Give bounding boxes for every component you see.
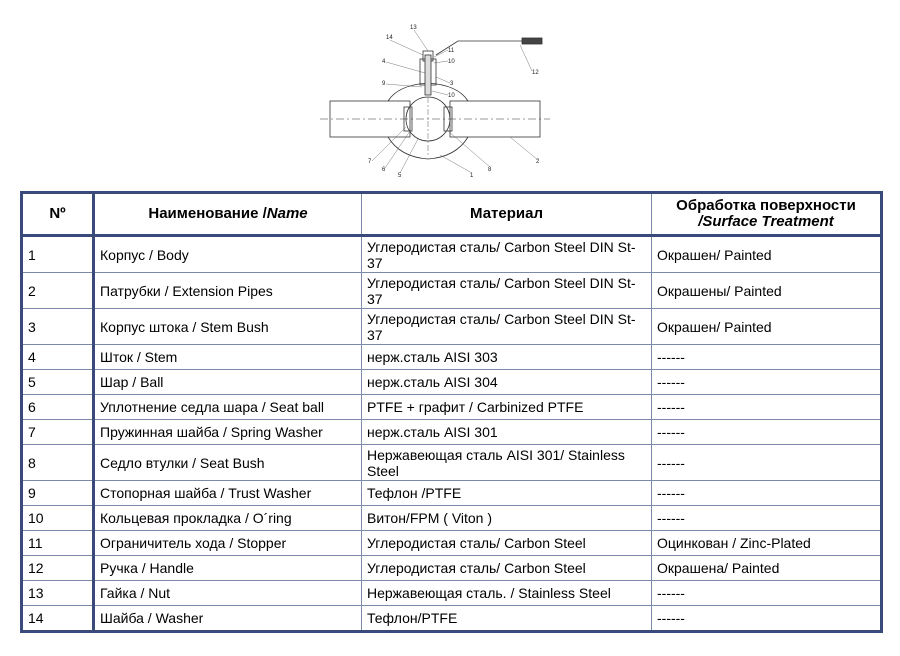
cell-num: 1 [22,236,94,273]
callout-8: 8 [488,167,492,173]
table-row [22,481,882,506]
cell-material: Углеродистая сталь/ Carbon Steel [362,556,652,581]
callout-7: 7 [368,159,372,165]
cell-material: Нержавеющая сталь AISI 301/ Stainless Steel [362,445,652,481]
callout-9: 9 [382,81,386,87]
cell-surface: ------ [652,506,882,531]
cell-surface: Оцинкован / Zinc-Plated [652,531,882,556]
callout-3: 3 [450,81,454,87]
cell-material: Углеродистая сталь/ Carbon Steel DIN St-37 [362,309,652,345]
cell-surface: ------ [652,420,882,445]
cell-surface: Окрашена/ Painted [652,556,882,581]
callout-labels [368,25,540,179]
table-row [22,556,882,581]
table-row [22,345,882,370]
callout-10: 10 [448,59,455,65]
cell-num: 5 [22,370,94,395]
callout-13: 13 [410,25,417,31]
table-row [22,236,882,273]
cell-num: 2 [22,273,94,309]
table-row [22,395,882,420]
cell-surface: ------ [652,481,882,506]
table-header-row [22,193,882,236]
cell-surface: ------ [652,345,882,370]
cell-num: 12 [22,556,94,581]
table-row [22,370,882,395]
cell-num: 9 [22,481,94,506]
parts-table [20,191,883,633]
table-row [22,309,882,345]
cell-name: Корпус / Body [94,236,362,273]
cell-material: Витон/FPM ( Viton ) [362,506,652,531]
header-name: Наименование /Name [94,193,362,236]
cell-name: Шар / Ball [94,370,362,395]
cell-name: Корпус штока / Stem Bush [94,309,362,345]
cell-name: Седло втулки / Seat Bush [94,445,362,481]
cell-surface: ------ [652,606,882,632]
cell-material: Углеродистая сталь/ Carbon Steel DIN St-37 [362,273,652,309]
cell-name: Ручка / Handle [94,556,362,581]
cell-material: PTFE + графит / Carbinized PTFE [362,395,652,420]
cell-surface: Окрашены/ Painted [652,273,882,309]
cell-surface: Окрашен/ Painted [652,236,882,273]
cell-material: нерж.сталь AISI 301 [362,420,652,445]
table-row [22,606,882,632]
callout-12: 12 [532,70,539,76]
cell-name: Кольцевая прокладка / O´ring [94,506,362,531]
table-row [22,581,882,606]
table-row [22,531,882,556]
cell-surface: ------ [652,581,882,606]
cell-num: 14 [22,606,94,632]
cell-name: Уплотнение седла шара / Seat ball [94,395,362,420]
cell-name: Шайба / Washer [94,606,362,632]
cell-name: Пружинная шайба / Spring Washer [94,420,362,445]
cell-name: Патрубки / Extension Pipes [94,273,362,309]
callout-10b: 10 [448,93,455,99]
header-surface: Обработка поверхности /Surface Treatment [652,193,882,236]
cell-material: Нержавеющая сталь. / Stainless Steel [362,581,652,606]
stem-assembly [420,51,436,95]
callout-14: 14 [386,35,393,41]
table-row [22,273,882,309]
callout-1: 1 [470,173,474,179]
header-num: Nº [22,193,94,236]
cell-num: 8 [22,445,94,481]
cell-num: 13 [22,581,94,606]
cell-surface: ------ [652,445,882,481]
cell-num: 11 [22,531,94,556]
cell-surface: ------ [652,370,882,395]
callout-11: 11 [448,48,455,54]
cell-name: Гайка / Nut [94,581,362,606]
table-row [22,445,882,481]
cell-name: Шток / Stem [94,345,362,370]
cell-material: Углеродистая сталь/ Carbon Steel [362,531,652,556]
callout-5: 5 [398,173,402,179]
leader-lines [372,30,538,173]
cell-material: Углеродистая сталь/ Carbon Steel DIN St-37 [362,236,652,273]
cell-surface: ------ [652,395,882,420]
cell-material: Тефлон/PTFE [362,606,652,632]
table-row [22,420,882,445]
cell-material: Тефлон /PTFE [362,481,652,506]
header-material: Материал [362,193,652,236]
callout-4: 4 [382,59,386,65]
table-row [22,506,882,531]
cell-material: нерж.сталь AISI 303 [362,345,652,370]
cell-name: Ограничитель хода / Stopper [94,531,362,556]
callout-6: 6 [382,167,386,173]
cell-name: Стопорная шайба / Trust Washer [94,481,362,506]
cell-num: 4 [22,345,94,370]
extension-pipes [320,101,550,137]
cell-num: 6 [22,395,94,420]
cell-material: нерж.сталь AISI 304 [362,370,652,395]
callout-2: 2 [536,159,540,165]
valve-drawing [310,15,560,187]
cell-num: 7 [22,420,94,445]
cell-num: 3 [22,309,94,345]
cell-num: 10 [22,506,94,531]
cell-surface: Окрашен/ Painted [652,309,882,345]
